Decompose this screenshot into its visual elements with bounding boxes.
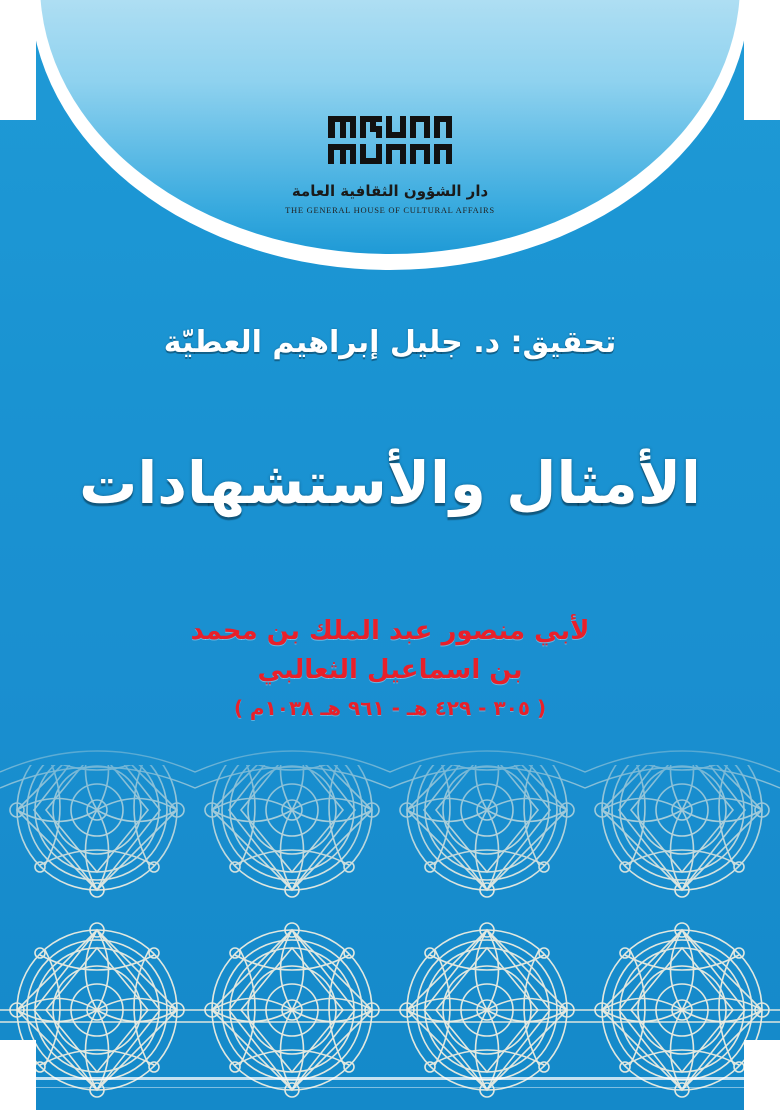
author-block <box>0 612 780 720</box>
publisher-name-en: THE GENERAL HOUSE OF CULTURAL AFFAIRS <box>285 205 495 215</box>
publisher-name-ar: دار الشؤون الثقافية العامة <box>291 182 489 200</box>
frame-edge-left <box>0 0 36 120</box>
frame-edge-right <box>744 0 780 120</box>
frame-edge-bottom-left <box>0 1040 36 1110</box>
arabesque-ornament <box>0 710 780 1110</box>
bottom-rule-thick <box>36 1077 744 1080</box>
editor-credit: تحقيق: د. جليل إبراهيم العطيّة <box>163 325 617 360</box>
kufic-calligraphy-logo-icon <box>324 112 456 168</box>
book-title: الأمثال والأستشهادات <box>79 449 701 517</box>
author-dates: ( ٣٠٥ - ٤٢٩ هـ - ٩٦١ هـ ١٠٣٨م ) <box>233 696 547 720</box>
bottom-rule-thin <box>36 1087 744 1088</box>
author-line-2: بن اسماعيل الثعالبي <box>257 655 523 685</box>
publisher-block <box>0 112 780 215</box>
author-line-1: لأبي منصور عبد الملك بن محمد <box>190 616 590 646</box>
frame-edge-bottom-right <box>744 1040 780 1110</box>
